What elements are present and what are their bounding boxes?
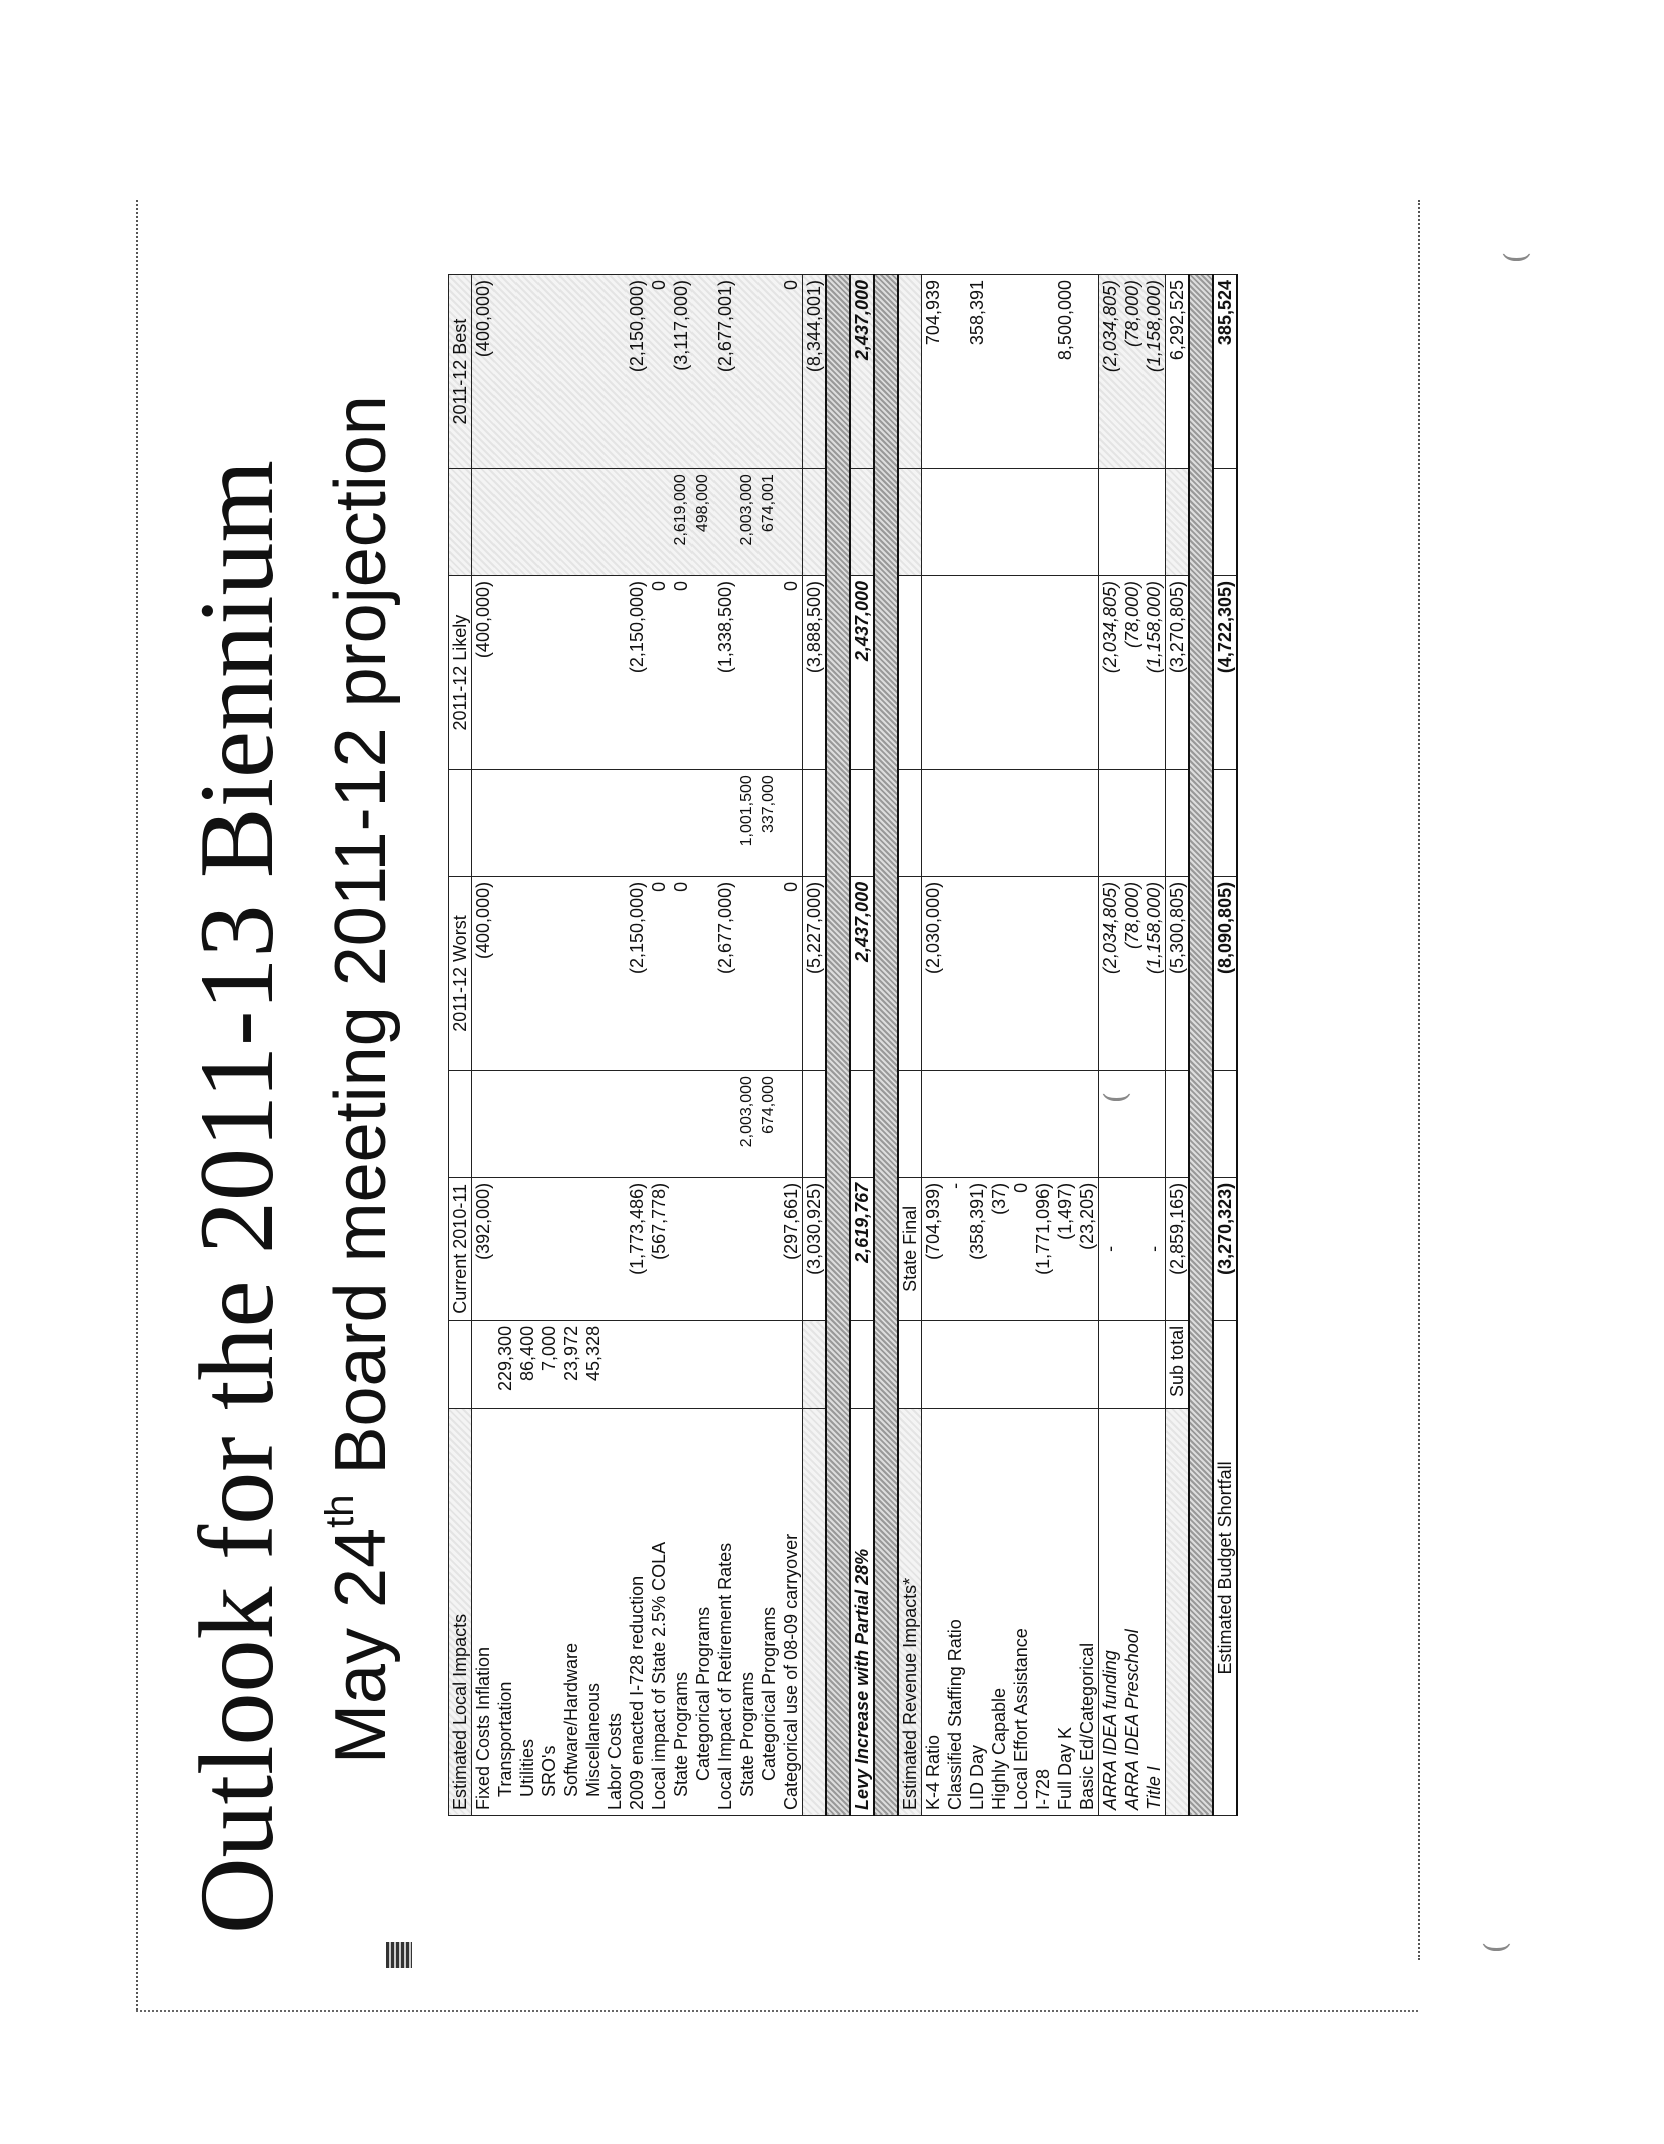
cell-worst: (1,158,000)	[1143, 876, 1166, 1070]
table-row	[626, 275, 648, 1816]
cell-worst: (5,300,805)	[1166, 876, 1190, 1070]
cell-best: 0	[648, 275, 670, 469]
separator-band	[826, 275, 850, 1816]
cell-likely: 0	[780, 576, 803, 770]
separator-band	[1189, 275, 1213, 1816]
cell-best-sub: 674,001	[758, 469, 780, 576]
row-label: Labor Costs	[604, 1409, 626, 1816]
bullet-icon	[386, 1942, 412, 1968]
cell-likely: 0	[648, 576, 670, 770]
cell-worst-sub: 2,003,000	[736, 1071, 758, 1178]
cell-best: (2,150,000)	[626, 275, 648, 469]
rotated-slide	[176, 234, 1466, 1934]
table-row	[736, 275, 758, 1816]
row-label: K-4 Ratio	[922, 1409, 945, 1816]
cell-current: (297,661)	[780, 1177, 803, 1320]
table-row	[1054, 275, 1076, 1816]
row-label: ARRA IDEA funding	[1099, 1409, 1122, 1816]
cell-worst: 0	[780, 876, 803, 1070]
row-label: Title I	[1143, 1409, 1166, 1816]
cell-current-total: (3,030,925)	[803, 1177, 827, 1320]
cell-likely: (1,338,500)	[714, 576, 736, 770]
cell-current: (3,270,323)	[1213, 1177, 1237, 1320]
punch-hole-mark: (	[1478, 1941, 1514, 1954]
row-label: Local impact of State 2.5% COLA	[648, 1409, 670, 1816]
table-row	[1076, 275, 1099, 1816]
row-label: LID Day	[966, 1409, 988, 1816]
header-state-final: State Final	[898, 1177, 922, 1320]
cell-sub: 23,972	[560, 1320, 582, 1408]
cell-sub: 7,000	[538, 1320, 560, 1408]
header-best: 2011-12 Best	[449, 275, 472, 469]
subtitle-superscript: th	[318, 1494, 362, 1528]
row-label: Classified Staffing Ratio	[944, 1409, 966, 1816]
cell-current: (23,205)	[1076, 1177, 1099, 1320]
row-label: State Programs	[670, 1409, 692, 1816]
cell-best: (2,034,805)	[1099, 275, 1122, 469]
cell-worst: (2,150,000)	[626, 876, 648, 1070]
table-row	[648, 275, 670, 1816]
row-label: ARRA IDEA Preschool	[1121, 1409, 1143, 1816]
table-row	[692, 275, 714, 1816]
row-label: Categorical Programs	[692, 1409, 714, 1816]
row-label: Local Effort Assistance	[1010, 1409, 1032, 1816]
scan-margin-line	[136, 200, 140, 2010]
cell-current: (1,771,096)	[1032, 1177, 1054, 1320]
table-row	[604, 275, 626, 1816]
cell-likely: (2,150,000)	[626, 576, 648, 770]
cell-current: (1,773,486)	[626, 1177, 648, 1320]
cell-sub: 229,300	[494, 1320, 516, 1408]
separator-band	[874, 275, 898, 1816]
cell-current: (358,391)	[966, 1177, 988, 1320]
cell-worst: 0	[670, 876, 692, 1070]
cell-worst: (2,034,805)	[1099, 876, 1122, 1070]
table-row	[1121, 275, 1143, 1816]
cell-best: 0	[780, 275, 803, 469]
row-label: Miscellaneous	[582, 1409, 604, 1816]
row-label: Software/Hardware	[560, 1409, 582, 1816]
cell-worst-sub: 674,000	[758, 1071, 780, 1178]
cell-likely-total: (3,888,500)	[803, 576, 827, 770]
table-row	[780, 275, 803, 1816]
row-label: Highly Capable	[988, 1409, 1010, 1816]
row-label: Levy Increase with Partial 28%	[850, 1409, 874, 1816]
row-label: I-728	[1032, 1409, 1054, 1816]
cell-best-sub: 2,619,000	[670, 469, 692, 576]
row-label: 2009 enacted I-728 reduction	[626, 1409, 648, 1816]
cell-best: 8,500,000	[1054, 275, 1076, 469]
table-row-levy	[850, 275, 874, 1816]
cell-current: -	[944, 1177, 966, 1320]
header-current: Current 2010-11	[449, 1177, 472, 1320]
table-row	[670, 275, 692, 1816]
table-row	[714, 275, 736, 1816]
cell-best: (400,000)	[472, 275, 495, 469]
cell-current: (704,939)	[922, 1177, 945, 1320]
cell-likely: (78,000)	[1121, 576, 1143, 770]
row-label: SRO's	[538, 1409, 560, 1816]
row-label: Categorical Programs	[758, 1409, 780, 1816]
page-title: Outlook for the 2011-13 Biennium	[178, 459, 295, 1934]
header-local-impacts: Estimated Local Impacts	[449, 1409, 472, 1816]
cell-worst: (400,000)	[472, 876, 495, 1070]
table-header-row	[898, 275, 922, 1816]
cell-best-sub: 2,003,000	[736, 469, 758, 576]
punch-hole-mark: (	[1498, 251, 1534, 264]
cell-worst-total: (5,227,000)	[803, 876, 827, 1070]
table-row	[538, 275, 560, 1816]
cell-likely: (400,000)	[472, 576, 495, 770]
punch-hole-mark: (	[1098, 1091, 1134, 1104]
cell-current: (567,778)	[648, 1177, 670, 1320]
table-row	[922, 275, 945, 1816]
table-row	[494, 275, 516, 1816]
cell-current: 0	[1010, 1177, 1032, 1320]
cell-likely: (3,270,805)	[1166, 576, 1190, 770]
row-label: Fixed Costs Inflation	[472, 1409, 495, 1816]
header-likely: 2011-12 Likely	[449, 576, 472, 770]
cell-best: 704,939	[922, 275, 945, 469]
header-worst: 2011-12 Worst	[449, 876, 472, 1070]
row-label: Local Impact of Retirement Rates	[714, 1409, 736, 1816]
row-label: Sub total	[1166, 1320, 1190, 1408]
cell-best-sub: 498,000	[692, 469, 714, 576]
cell-best: (78,000)	[1121, 275, 1143, 469]
cell-likely: (1,158,000)	[1143, 576, 1166, 770]
row-label: Transportation	[494, 1409, 516, 1816]
row-label: Categorical use of 08-09 carryover	[780, 1409, 803, 1816]
row-label: State Programs	[736, 1409, 758, 1816]
scan-margin-line	[136, 2010, 1418, 2013]
cell-current: (37)	[988, 1177, 1010, 1320]
subtitle-date: May 24	[321, 1527, 401, 1764]
cell-best: (3,117,000)	[670, 275, 692, 469]
table-row	[516, 275, 538, 1816]
table-shortfall-row	[1213, 275, 1237, 1816]
table-row	[988, 275, 1010, 1816]
table-row	[1032, 275, 1054, 1816]
header-revenue-impacts: Estimated Revenue Impacts*	[898, 1409, 922, 1816]
cell-worst: (2,677,000)	[714, 876, 736, 1070]
cell-current: -	[1099, 1177, 1122, 1320]
table-row	[1099, 275, 1122, 1816]
cell-current: (1,497)	[1054, 1177, 1076, 1320]
table-row	[560, 275, 582, 1816]
table-row	[1010, 275, 1032, 1816]
cell-best: (2,677,001)	[714, 275, 736, 469]
subtitle-text: Board meeting 2011-12 projection	[321, 395, 401, 1495]
cell-worst: (8,090,805)	[1213, 876, 1237, 1070]
cell-best: 385,524	[1213, 275, 1237, 469]
cell-best: 358,391	[966, 275, 988, 469]
table-row	[582, 275, 604, 1816]
cell-best: 2,437,000	[850, 275, 874, 469]
cell-worst: (2,030,000)	[922, 876, 945, 1070]
table-row	[472, 275, 495, 1816]
cell-likely-sub: 337,000	[758, 770, 780, 877]
cell-sub: 45,328	[582, 1320, 604, 1408]
cell-best-total: (8,344,001)	[803, 275, 827, 469]
cell-likely: (2,034,805)	[1099, 576, 1122, 770]
row-label: Estimated Budget Shortfall	[1213, 1320, 1237, 1815]
table-row	[944, 275, 966, 1816]
cell-current: (392,000)	[472, 1177, 495, 1320]
cell-likely: 2,437,000	[850, 576, 874, 770]
cell-current: -	[1143, 1177, 1166, 1320]
table-subtotal-row	[1166, 275, 1190, 1816]
row-label: Full Day K	[1054, 1409, 1076, 1816]
table-row	[1143, 275, 1166, 1816]
page-subtitle	[318, 395, 428, 1764]
row-label: Utilities	[516, 1409, 538, 1816]
cell-worst: 2,437,000	[850, 876, 874, 1070]
cell-likely: 0	[670, 576, 692, 770]
table-row	[758, 275, 780, 1816]
table-header-row	[449, 275, 472, 1816]
cell-best: 6,292,525	[1166, 275, 1190, 469]
cell-worst: (78,000)	[1121, 876, 1143, 1070]
cell-current: (2,859,165)	[1166, 1177, 1190, 1320]
cell-worst: 0	[648, 876, 670, 1070]
cell-likely: (4,722,305)	[1213, 576, 1237, 770]
budget-table	[448, 274, 1238, 1816]
cell-sub: 86,400	[516, 1320, 538, 1408]
cell-likely-sub: 1,001,500	[736, 770, 758, 877]
table-row	[966, 275, 988, 1816]
row-label: Basic Ed/Categorical	[1076, 1409, 1099, 1816]
cell-current: 2,619,767	[850, 1177, 874, 1320]
table-total-row	[803, 275, 827, 1816]
cell-best: (1,158,000)	[1143, 275, 1166, 469]
